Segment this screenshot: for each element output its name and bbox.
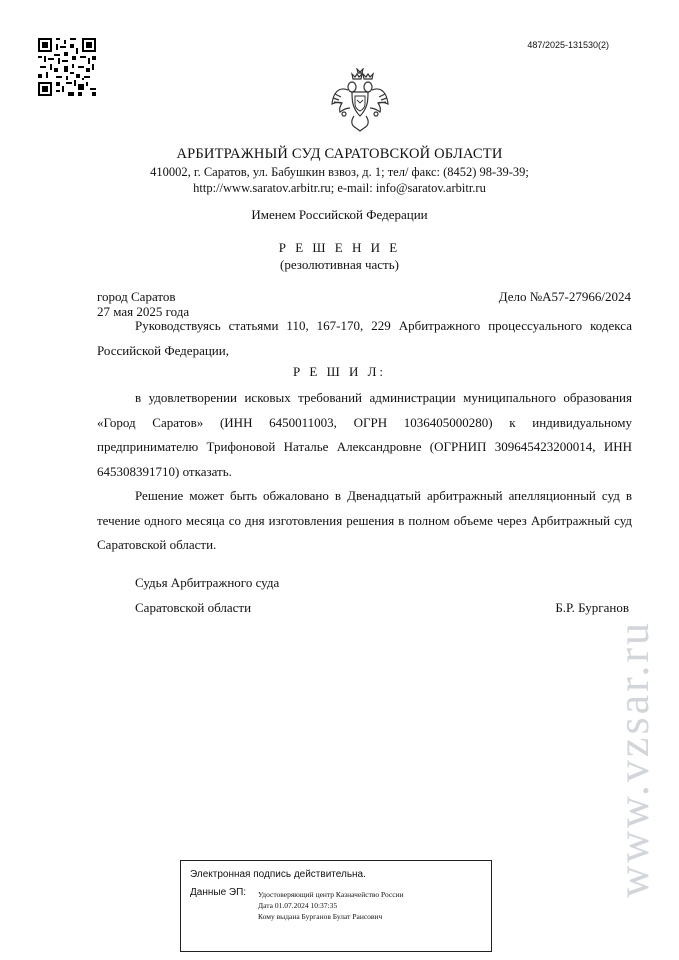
paragraph-legal-basis: Руководствуясь статьями 110, 167-170, 229 Арбитражного процессуального кодекса Российской Федерации, [97, 318, 632, 358]
e-signature-valid: Электронная подпись действительна. [190, 869, 366, 880]
e-signature-issued-to: Кому выдана Бурганов Булат Рансович [258, 912, 383, 921]
court-contacts: http://www.saratov.arbitr.ru; e-mail: info@saratov.arbitr.ru [193, 181, 486, 195]
resolved-heading: Р Е Ш И Л: [292, 364, 387, 379]
watermark [608, 620, 662, 950]
e-signature-details [258, 889, 404, 922]
paragraph-ruling: в удовлетворении исковых требований администрации муниципального образования «Город Саратов» (ИНН 6450011003, ОГРН 1036405000280) к индивидуальному предпринимателю Трифоновой Наталье Александровне (ОГРНИП 309645423200014, ИНН 645308391710) отказать. [97, 390, 632, 479]
coat-of-arms-icon [330, 68, 390, 132]
paragraph-appeal: Решение может быть обжаловано в Двенадцатый арбитражный апелляционный суд в течение одного месяца со дня изготовления решения в полном объеме через Арбитражный суд Саратовской области. [97, 488, 632, 552]
watermark-text: www.vzsar.ru [609, 620, 658, 898]
judge-name: Б.Р. Бурганов [555, 600, 629, 615]
qr-code-icon [38, 38, 96, 96]
in-name-line: Именем Российской Федерации [251, 207, 428, 222]
document-number: 487/2025-131530(2) [527, 40, 609, 50]
e-signature-date: Дата 01.07.2024 10:37:35 [258, 901, 338, 910]
city: город Саратов [97, 289, 176, 304]
decision-subtitle: (резолютивная часть) [280, 257, 399, 272]
court-name: АРБИТРАЖНЫЙ СУД САРАТОВСКОЙ ОБЛАСТИ [176, 146, 503, 162]
judge-title-line2: Саратовской области [135, 600, 252, 615]
court-address: 410002, г. Саратов, ул. Бабушкин взвоз, д. 1; тел/ факс: (8452) 98-39-39; [150, 165, 529, 179]
e-signature-box [180, 860, 492, 952]
decision-title: Р Е Ш Е Н И Е [278, 240, 401, 255]
decision-date: 27 мая 2025 года [97, 304, 190, 319]
e-signature-data-label: Данные ЭП: [190, 887, 247, 898]
e-signature-center: Удостоверяющий центр Казначейство России [258, 890, 404, 899]
case-number: Дело №А57-27966/2024 [498, 289, 631, 304]
judge-title-line1: Судья Арбитражного суда [135, 575, 280, 590]
